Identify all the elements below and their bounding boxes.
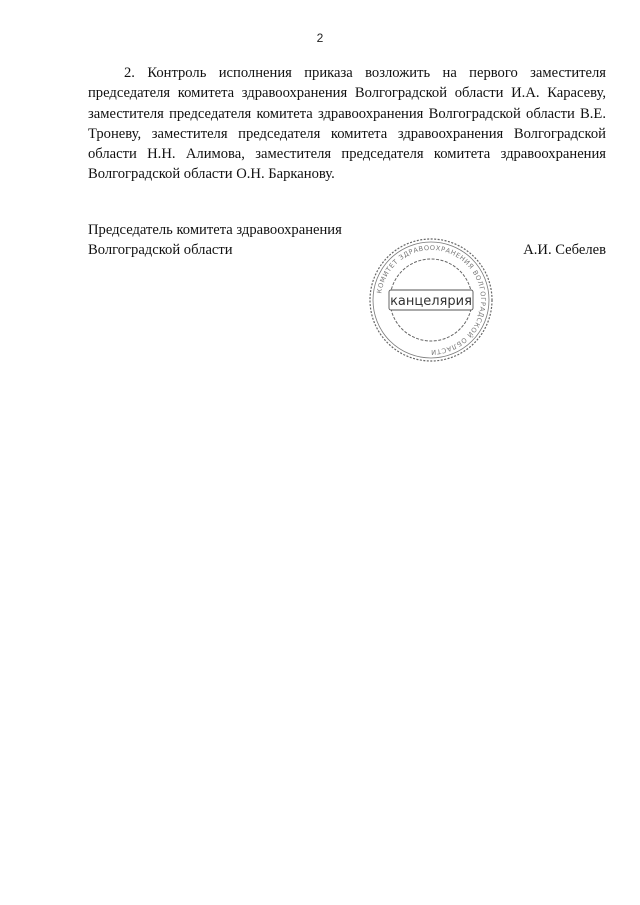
signature-position-line-2: Волгоградской области xyxy=(88,242,233,258)
body-paragraph: 2. Контроль исполнения приказа возложить на первого заместителя председателя комитета здравоохранения Волгоградской области И.А. Карасеву, заместителя председателя комитета здравоохранения Волгоградской области В.Е. Троневу, заместителя председателя комитета здравоохранения Волгоградской области Н.Н. Алимова, заместителя председателя комитета здравоохранения Волгоградской области О.Н. Барканову. xyxy=(88,65,606,183)
signature-position xyxy=(88,220,342,260)
office-stamp xyxy=(367,236,495,364)
signature-position-line-1: Председатель комитета здравоохранения xyxy=(88,222,342,238)
stamp-center-text: канцелярия xyxy=(390,294,472,309)
stamp-ring-text: КОМИТЕТ ЗДРАВООХРАНЕНИЯ ВОЛГОГРАДСКОЙ ОБЛАСТИ xyxy=(375,243,488,357)
signatory-name: А.И. Себелев xyxy=(523,242,606,258)
page-number: 2 xyxy=(316,31,324,45)
